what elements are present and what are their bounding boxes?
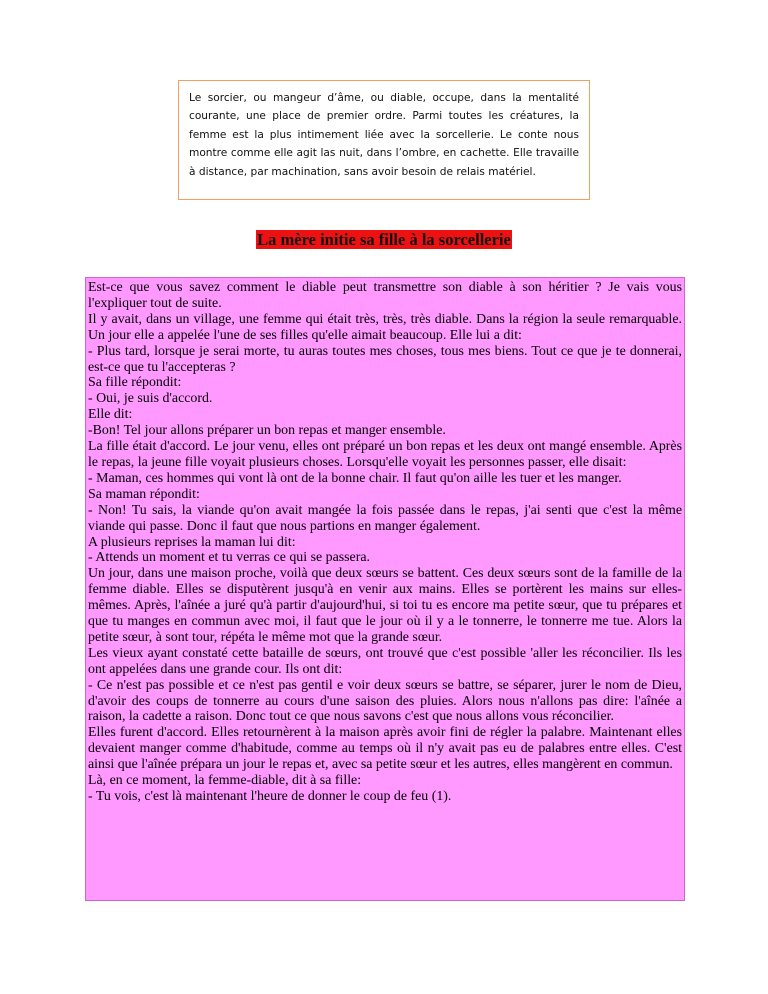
- story-paragraph: Il y avait, dans un village, une femme qui était très, très, très diable. Dans la région la seule remarquable. Un jour elle a appelée l'une de ses filles qu'elle aimait beaucoup. Elle lui a dit:: [88, 311, 682, 343]
- story-paragraph: Là, en ce moment, la femme-diable, dit à sa fille:: [88, 773, 362, 789]
- story-paragraph: Est-ce que vous savez comment le diable peut transmettre son diable à son héritier ? Je vais vous l'expliquer tout de suite.: [88, 280, 682, 311]
- story-paragraph: - Oui, je suis d'accord.: [88, 391, 213, 407]
- story-paragraph: Sa fille répondit:: [88, 375, 182, 391]
- story-paragraph: - Ce n'est pas possible et ce n'est pas gentil e voir deux sœurs se battre, se séparer, jurer le nom de Dieu, d'avoir des coups de tonnerre au cours d'une saison des pluies. Alors nous n'allons pas dire: l'aînée a raison, la cadette a raison. Donc tout ce que nous savons c'est que nous allons vous réconcilier.: [88, 677, 682, 725]
- intro-text: Le sorcier, ou mangeur d’âme, ou diable, occupe, dans la mentalité courante, une place de premier ordre. Parmi toutes les créatures, la femme est la plus intimement liée avec la sorcellerie. Le conte nous montre comme elle agit las nuit, dans l’ombre, en cachette. Elle travaille à distance, par machination, sans avoir besoin de relais matériel.: [189, 92, 579, 178]
- title-wrap: [0, 230, 768, 250]
- story-paragraph: Les vieux ayant constaté cette bataille de sœurs, ont trouvé que c'est possible 'aller les réconcilier. Ils les ont appelées dans une grande cour. Ils ont dit:: [88, 645, 682, 677]
- story-paragraph: La fille était d'accord. Le jour venu, elles ont préparé un bon repas et les deux ont mangé ensemble. Après le repas, la jeune fille voyait plusieurs choses. Lorsqu'elle voyait les personnes passer, elle disait:: [88, 439, 682, 470]
- story-paragraph: - Attends un moment et tu verras ce qui se passera.: [88, 550, 370, 566]
- story-paragraph: -Bon! Tel jour allons préparer un bon repas et manger ensemble.: [88, 423, 446, 439]
- story-paragraph: - Maman, ces hommes qui vont là ont de la bonne chair. Il faut qu'on aille les tuer et les manger.: [88, 470, 622, 486]
- story-paragraph: Sa maman répondit:: [88, 486, 200, 502]
- intro-box: [178, 80, 590, 200]
- story-paragraph: - Non! Tu sais, la viande qu'on avait mangée la fois passée dans le repas, j'ai senti que c'est la même viande qui passe. Donc il faut que nous partions en manger également.: [88, 502, 682, 534]
- story-paragraph: Elle dit:: [88, 407, 133, 423]
- story-paragraph: Un jour, dans une maison proche, voilà que deux sœurs se battent. Ces deux sœurs sont de la famille de la femme diable. Elles se disputèrent jusqu'à en venir aux mains. Elles se portèrent les mains sur elles-mêmes. Après, l'aînée a juré qu'à partir d'aujourd'hui, si toi tu es encore ma petite sœur, que tu prépares et que tu manges en commun avec moi, il faut que le jour où il y a le tonnerre, le tonnerre me tue. Alors la petite sœur, à sont tour, répéta le même mot que la grande sœur.: [88, 566, 682, 645]
- story-paragraph: - Plus tard, lorsque je serai morte, tu auras toutes mes choses, tous mes biens. Tout ce que je te donnerai, est-ce que tu l'accepteras ?: [88, 343, 682, 375]
- story-paragraph: - Tu vois, c'est là maintenant l'heure de donner le coup de feu (1).: [88, 789, 452, 804]
- story-paragraph: Elles furent d'accord. Elles retournèrent à la maison après avoir fini de régler la palabre. Maintenant elles devaient manger comme d'habitude, comme au temps où il n'y avait pas eu de palabres entre elles. C'est ainsi que l'aînée prépara un jour le repas et, avec sa petite sœur et les autres, elles mangèrent en commun.: [88, 725, 682, 773]
- story-paragraph: A plusieurs reprises la maman lui dit:: [88, 534, 296, 550]
- story-title: La mère initie sa fille à la sorcellerie: [257, 230, 511, 249]
- story-box: [85, 277, 685, 901]
